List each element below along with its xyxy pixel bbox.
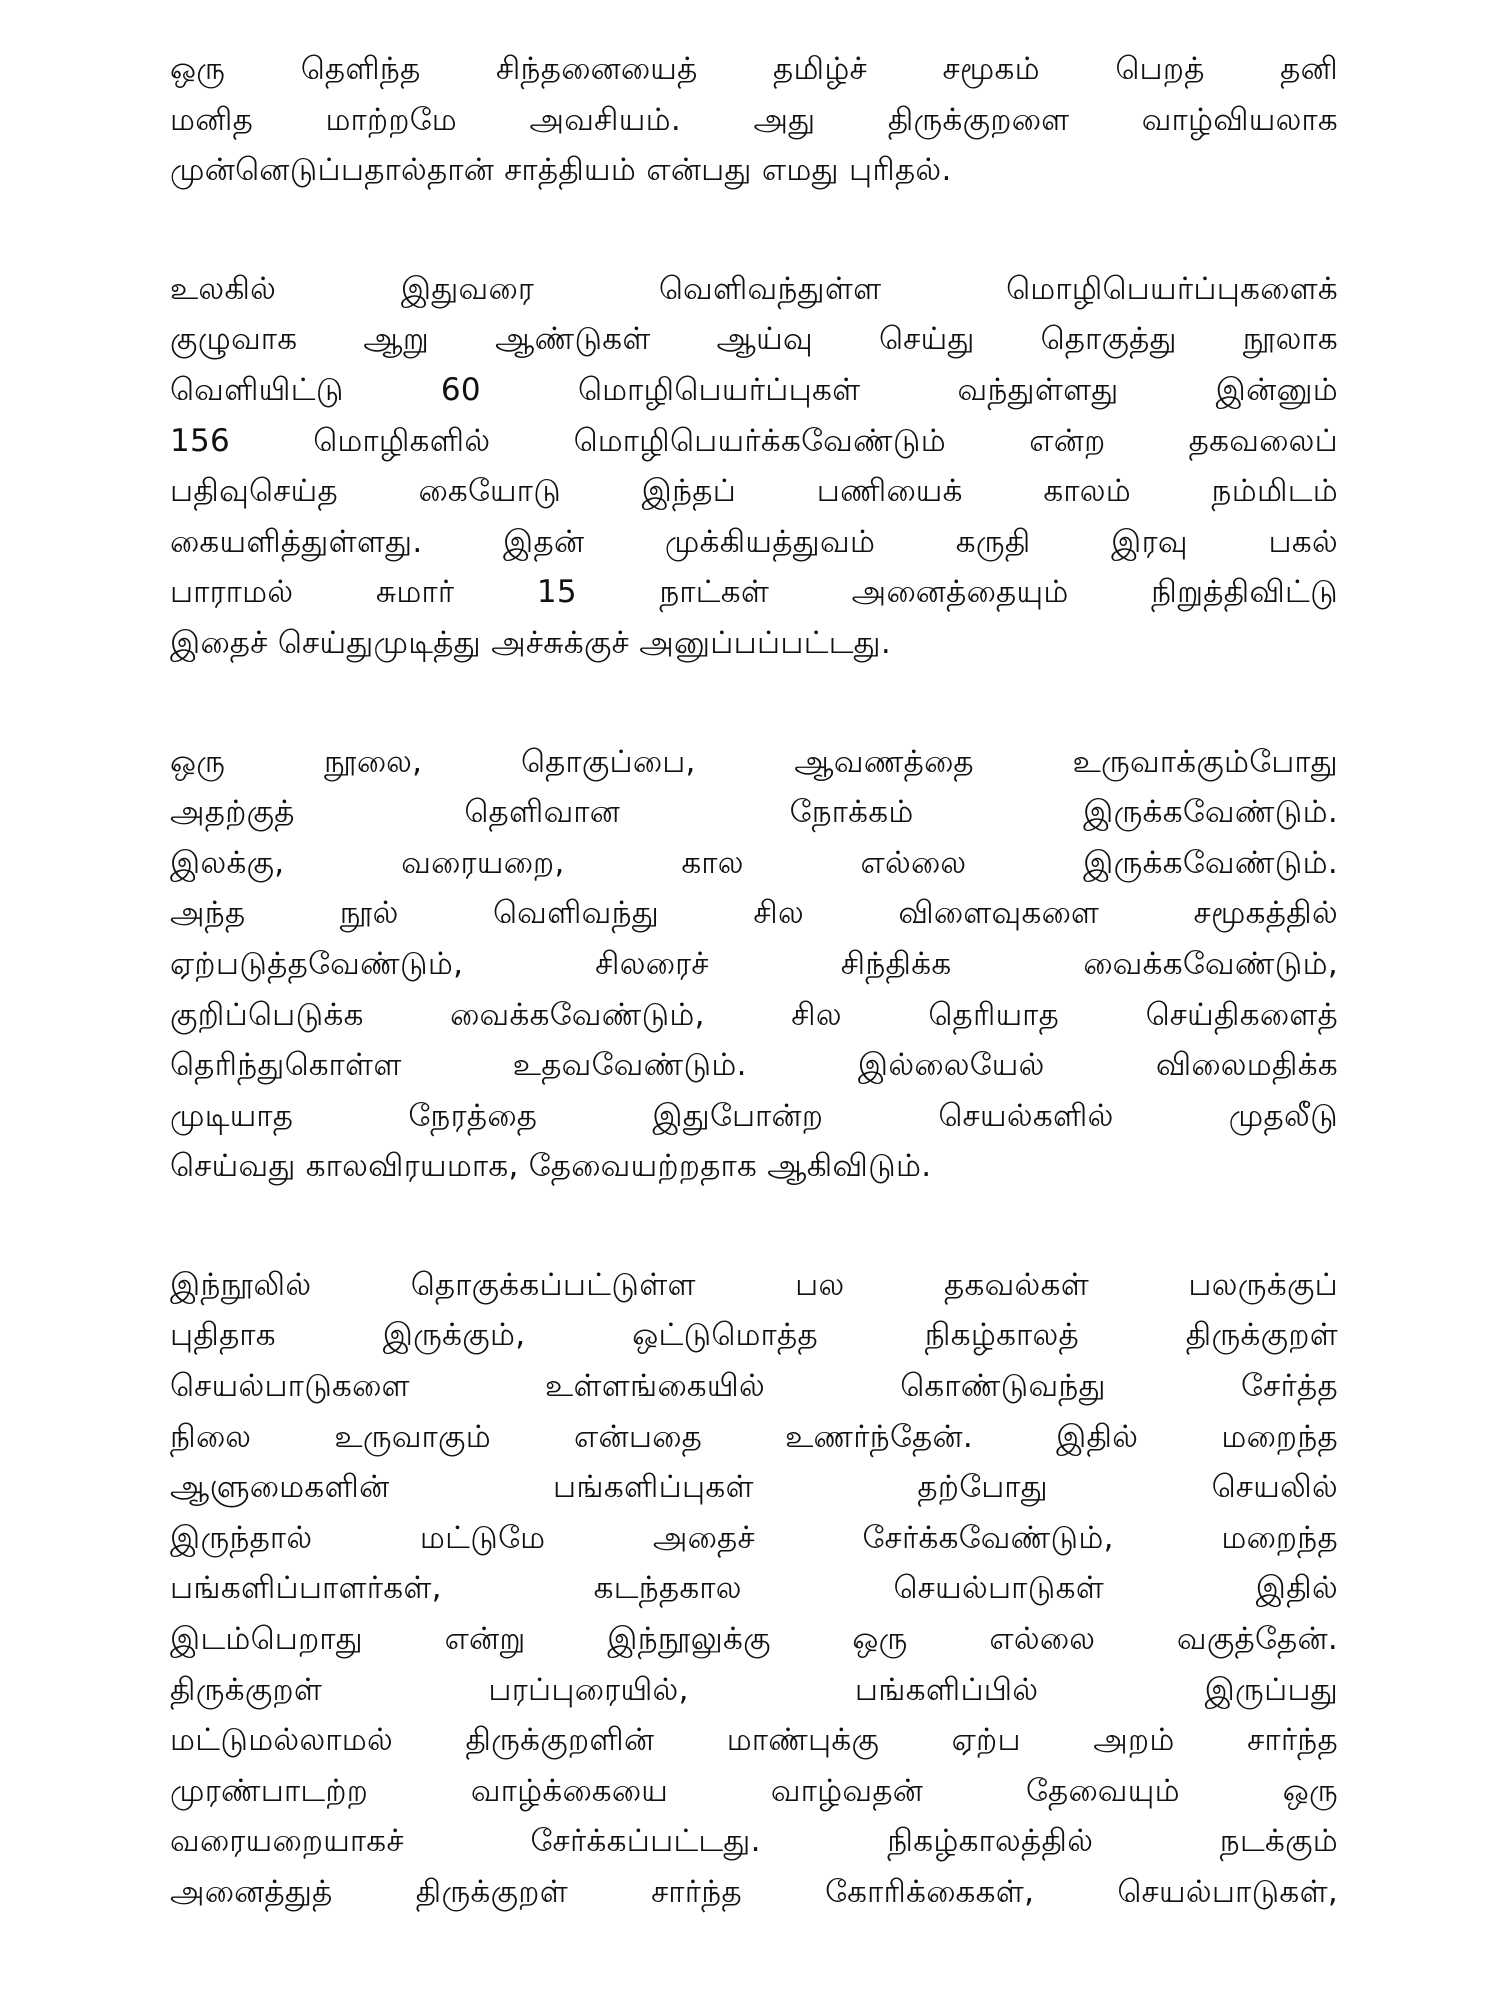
text-line: அதற்குத் தெளிவான நோக்கம் இருக்கவேண்டும். [170,794,1338,831]
text-line: மனித மாற்றமே அவசியம். அது திருக்குறளை வாழ்வியலாக [170,101,1338,138]
paragraph-4 [170,1260,1338,1918]
text-line: பதிவுசெய்த கையோடு இந்தப் பணியைக் காலம் நம்மிடம் [170,473,1338,510]
text-line: ஆளுமைகளின் பங்களிப்புகள் தற்போது செயலில் [170,1469,1338,1506]
text-line: முடியாத நேரத்தை இதுபோன்ற செயல்களில் முதலீடு [170,1097,1338,1134]
text-line: செய்வது காலவிரயமாக, தேவையற்றதாக ஆகிவிடும். [170,1148,932,1185]
text-line: குறிப்பெடுக்க வைக்கவேண்டும், சில தெரியாத செய்திகளைத் [170,996,1338,1033]
text-line: ஏற்படுத்தவேண்டும், சிலரைச் சிந்திக்க வைக்கவேண்டும், [170,945,1338,982]
text-line: இடம்பெறாது என்று இந்நூலுக்கு ஒரு எல்லை வகுத்தேன். [170,1621,1338,1658]
text-line: இதைச் செய்துமுடித்து அச்சுக்குச் அனுப்பப்பட்டது. [170,624,892,661]
text-line: இந்நூலில் தொகுக்கப்பட்டுள்ள பல தகவல்கள் பலருக்குப் [170,1266,1338,1303]
text-line: இலக்கு, வரையறை, கால எல்லை இருக்கவேண்டும். [170,844,1338,881]
text-line: இருந்தால் மட்டுமே அதைச் சேர்க்கவேண்டும், மறைந்த [170,1519,1338,1556]
text-line: முன்னெடுப்பதால்தான் சாத்தியம் என்பது எமது புரிதல். [170,152,952,189]
text-line: ஒரு தெளிந்த சிந்தனையைத் தமிழ்ச் சமூகம் பெறத் தனி [170,51,1338,87]
paragraph-2 [170,264,1338,669]
paragraph-1 [170,44,1338,196]
text-line: பங்களிப்பாளர்கள், கடந்தகால செயல்பாடுகள் இதில் [170,1570,1338,1607]
text-line: திருக்குறள் பரப்புரையில், பங்களிப்பில் இருப்பது [170,1671,1338,1708]
text-line: அனைத்துத் திருக்குறள் சார்ந்த கோரிக்கைகள், செயல்பாடுகள், [170,1874,1338,1910]
text-line: முரண்பாடற்ற வாழ்க்கையை வாழ்வதன் தேவையும் ஒரு [170,1772,1338,1809]
document-page [170,44,1338,1986]
text-line: புதிதாக இருக்கும், ஒட்டுமொத்த நிகழ்காலத் திருக்குறள் [170,1317,1338,1354]
text-line: வரையறையாகச் சேர்க்கப்பட்டது. நிகழ்காலத்தில் நடக்கும் [170,1823,1338,1860]
text-line: செயல்பாடுகளை உள்ளங்கையில் கொண்டுவந்து சேர்த்த [170,1368,1338,1405]
text-line: வெளியிட்டு 60 மொழிபெயர்ப்புகள் வந்துள்ளது இன்னும் [170,371,1338,408]
text-line: நிலை உருவாகும் என்பதை உணர்ந்தேன். இதில் மறைந்த [170,1418,1338,1455]
text-line: பாராமல் சுமார் 15 நாட்கள் அனைத்தையும் நிறுத்திவிட்டு [170,574,1338,611]
text-line: 156 மொழிகளில் மொழிபெயர்க்கவேண்டும் என்ற தகவலைப் [170,422,1338,459]
text-line: உலகில் இதுவரை வெளிவந்துள்ள மொழிபெயர்ப்புகளைக் [170,270,1338,307]
text-line: கையளித்துள்ளது. இதன் முக்கியத்துவம் கருதி இரவு பகல் [170,523,1338,560]
text-line: ஒரு நூலை, தொகுப்பை, ஆவணத்தை உருவாக்கும்போது [170,743,1338,780]
text-line: மட்டுமல்லாமல் திருக்குறளின் மாண்புக்கு ஏற்ப அறம் சார்ந்த [170,1722,1338,1759]
text-line: தெரிந்துகொள்ள உதவவேண்டும். இல்லையேல் விலைமதிக்க [170,1047,1338,1084]
text-line: அந்த நூல் வெளிவந்து சில விளைவுகளை சமூகத்தில் [170,895,1338,932]
text-line: குழுவாக ஆறு ஆண்டுகள் ஆய்வு செய்து தொகுத்து நூலாக [170,321,1338,358]
paragraph-3 [170,737,1338,1192]
